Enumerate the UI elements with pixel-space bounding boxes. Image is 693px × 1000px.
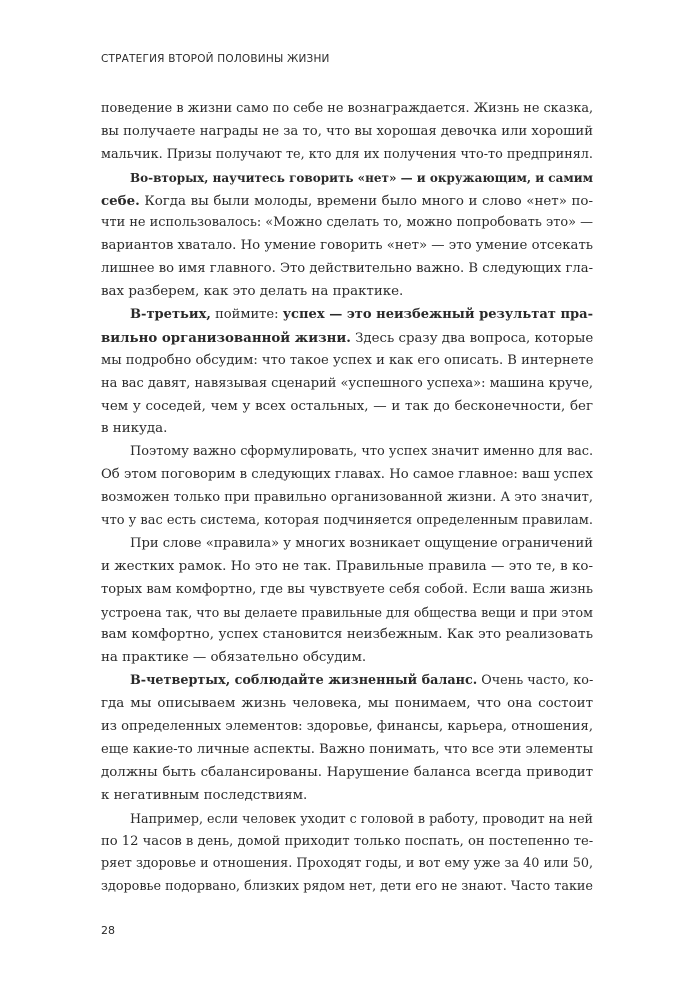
body-text [101, 98, 593, 899]
text-line [101, 350, 593, 373]
text-line [101, 647, 593, 670]
text-line [101, 579, 593, 602]
paragraph [101, 304, 593, 441]
text-run: поведение в жизни само по себе не вознаграждается. Жизнь не сказка, [101, 101, 594, 116]
text-run: вариантов хватало. Но умение говорить «нет» — это умение отсекать [101, 238, 594, 254]
paragraph [101, 808, 593, 900]
text-line [101, 739, 593, 762]
text-line [101, 762, 593, 785]
text-run: еще какие-то личные аспекты. Важно понимать, что все эти элементы [101, 741, 593, 757]
text-run: чти не использовалось: «Можно сделать то, можно попробовать это» — [101, 215, 593, 231]
text-run: ряет здоровье и отношения. Проходят годы, и вот ему уже за 40 или 50, [101, 856, 594, 872]
bold-text: В-третьих, [130, 307, 211, 323]
text-run: устроена так, что вы делаете правильные для общества вещи и при этом [101, 604, 593, 620]
text-run: на вас давят, навязывая сценарий «успешного успеха»: машина круче, [101, 375, 593, 391]
text-line [101, 281, 593, 304]
text-run: лишнее во имя главного. Это действительно важно. В следующих гла- [101, 261, 593, 277]
text-run: на практике — обязательно обсудим. [101, 650, 367, 666]
text-run: Здесь сразу два вопроса, которые [350, 330, 594, 346]
text-run: мы подробно обсудим: что такое успех и как его описать. В интернете [101, 352, 594, 368]
text-line [101, 121, 593, 144]
text-run: Когда вы были молоды, времени было много и слово «нет» по- [139, 193, 593, 209]
text-line [101, 98, 593, 121]
bold-text: Во-вторых, научитесь говорить «нет» — и окружающим, и самим [130, 170, 593, 185]
bold-text: вильно организованной жизни. [101, 329, 351, 346]
text-line [101, 785, 593, 808]
paragraph [101, 98, 593, 167]
text-line [101, 304, 593, 327]
text-line [101, 556, 593, 579]
text-line [101, 235, 593, 258]
paragraph [101, 441, 593, 533]
text-line [101, 441, 593, 464]
text-run: чем у соседей, чем у всех остальных, — и так до бесконечности, бег [101, 398, 593, 414]
text-run: что у вас есть система, которая подчиняется определенным правилам. [101, 513, 593, 529]
text-run: из определенных элементов: здоровье, финансы, карьера, отношения, [101, 719, 593, 735]
text-run: гда мы описываем жизнь человека, мы понимаем, что она состоит [101, 696, 593, 712]
text-run: Очень часто, ко- [477, 673, 594, 689]
text-line [101, 418, 593, 441]
text-run: торых вам комфортно, где вы чувствуете себя собой. Если ваша жизнь [101, 581, 593, 597]
text-run: Поэтому важно сформулировать, что успех значит именно для вас. [130, 444, 594, 460]
paragraph [101, 533, 593, 670]
text-run: поймите: [210, 307, 283, 323]
text-run: к негативным последствиям. [101, 787, 308, 803]
text-run: в никуда. [101, 421, 168, 437]
text-line [101, 167, 593, 190]
paragraph [101, 167, 593, 304]
text-line [101, 716, 593, 739]
text-line [101, 464, 593, 487]
text-line [101, 396, 593, 419]
bold-text: успех — это неизбежный результат пра- [282, 307, 593, 323]
text-line [101, 327, 593, 350]
text-line [101, 373, 593, 396]
text-run: Например, если человек уходит с головой в работу, проводит на ней [130, 810, 593, 826]
page-number: 28 [101, 924, 115, 937]
text-line [101, 258, 593, 281]
text-line [101, 670, 593, 693]
text-line [101, 876, 593, 899]
running-head: СТРАТЕГИЯ ВТОРОЙ ПОЛОВИНЫ ЖИЗНИ [101, 53, 330, 65]
text-line [101, 144, 593, 167]
text-run: Об этом поговорим в следующих главах. Но самое главное: ваш успех [101, 467, 593, 483]
text-run: При слове «правила» у многих возникает ощущение ограничений [130, 535, 593, 551]
text-line [101, 831, 593, 854]
bold-text: себе. [101, 192, 140, 209]
text-run: возможен только при правильно организованной жизни. А это значит, [101, 490, 593, 506]
text-run: вах разберем, как это делать на практике. [101, 284, 404, 300]
text-line [101, 533, 593, 556]
text-line [101, 624, 593, 647]
text-run: по 12 часов в день, домой приходит только поспать, он постепенно те- [101, 833, 594, 849]
text-line [101, 602, 593, 625]
text-run: и жестких рамок. Но это не так. Правильные правила — это те, в ко- [101, 558, 593, 574]
text-run: мальчик. Призы получают те, кто для их получения что-то предпринял. [101, 146, 593, 162]
text-line [101, 212, 593, 235]
bold-text: В-четвертых, соблюдайте жизненный баланс. [130, 673, 478, 689]
text-line [101, 808, 593, 831]
text-run: здоровье подорвано, близких рядом нет, дети его не знают. Часто такие [101, 879, 593, 895]
text-line [101, 693, 593, 716]
text-line [101, 510, 593, 533]
text-run: вам комфортно, успех становится неизбежным. Как это реализовать [101, 627, 593, 643]
text-run: вы получаете награды не за то, что вы хорошая девочка или хороший [101, 123, 593, 139]
paragraph [101, 670, 593, 807]
text-line [101, 190, 593, 213]
text-line [101, 853, 593, 876]
text-line [101, 487, 593, 510]
text-run: должны быть сбалансированы. Нарушение баланса всегда приводит [101, 764, 593, 780]
